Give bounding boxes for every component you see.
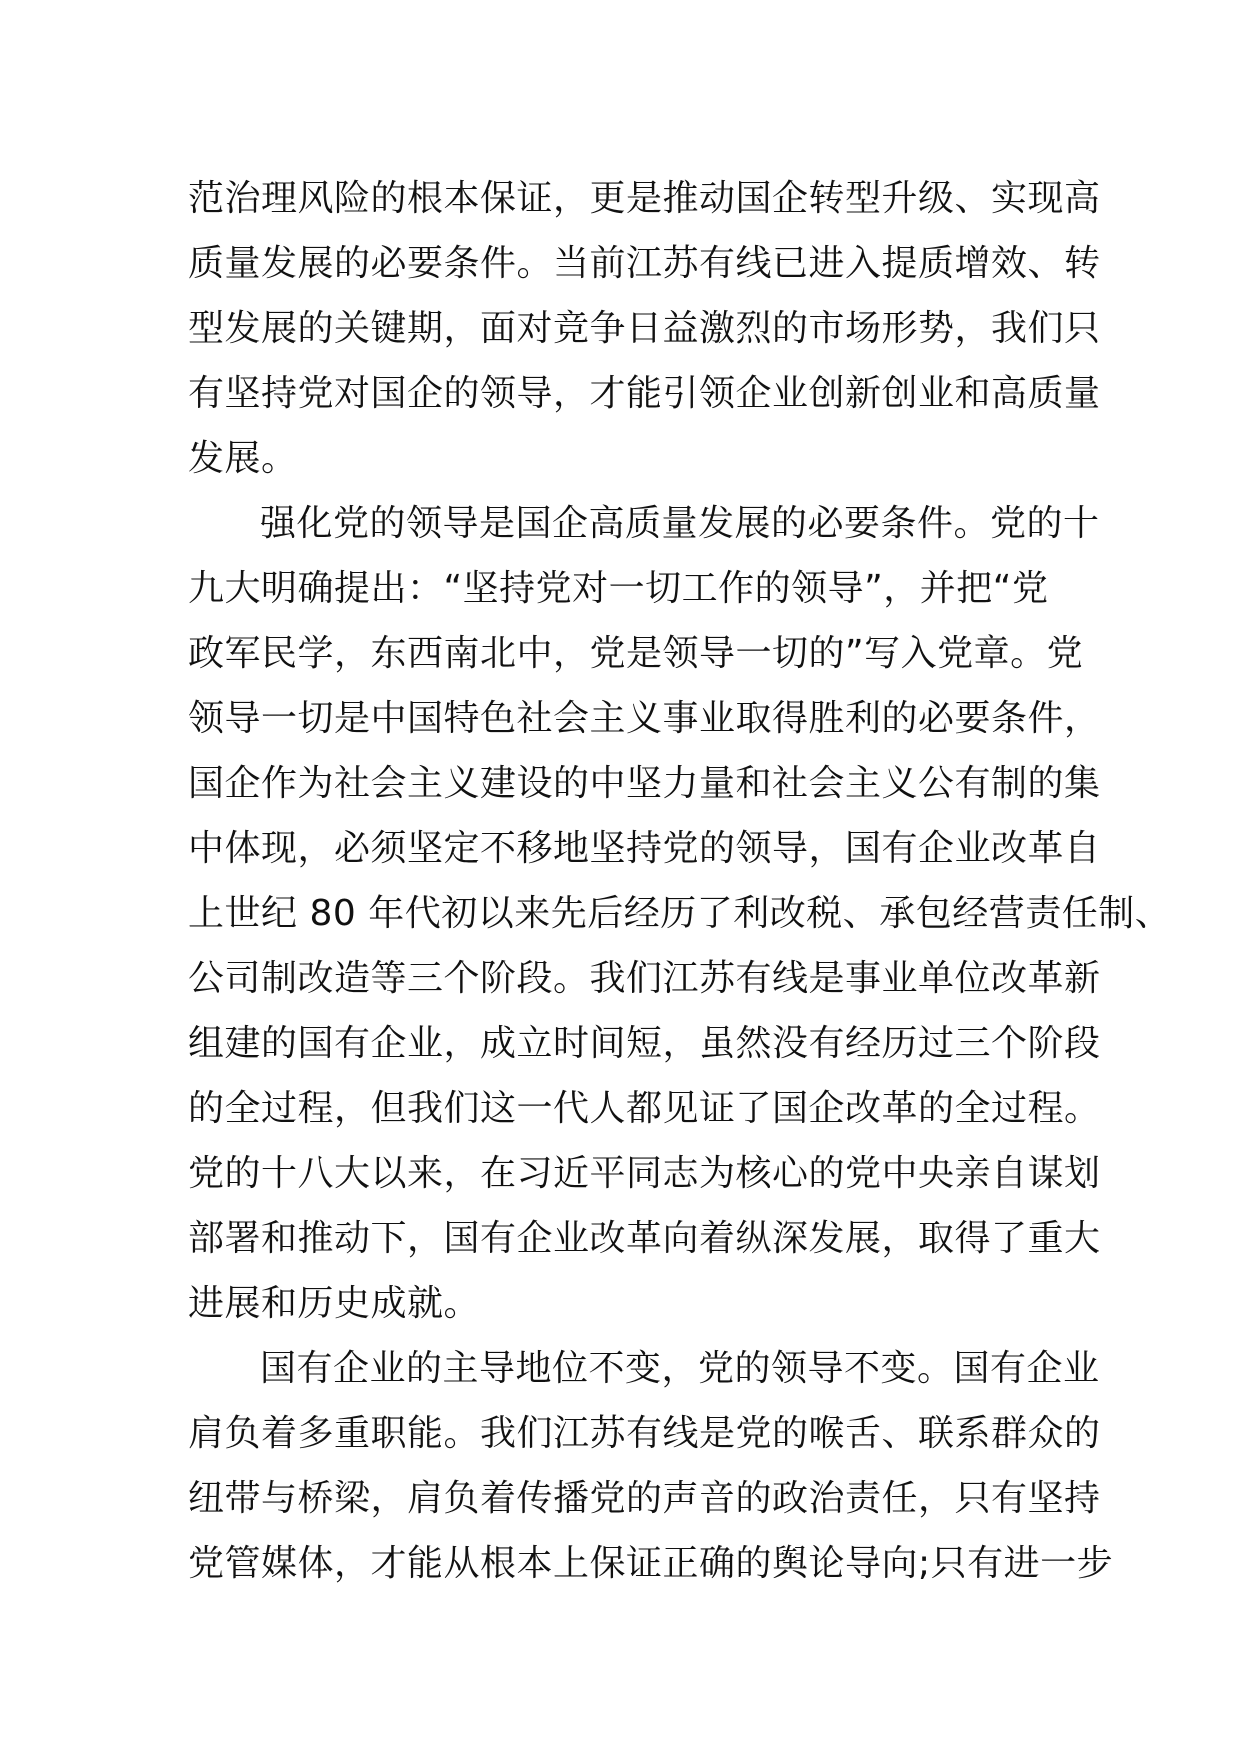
paragraph-3-line-2: 肩负着多重职能。我们江苏有线是党的喉舌、联系群众的 xyxy=(188,1413,1101,1454)
paragraph-2-line-2: 九大明确提出：“坚持党对一切工作的领导”，并把“党 xyxy=(188,568,1049,609)
paragraph-3-line-4: 党管媒体，才能从根本上保证正确的舆论导向;只有进一步 xyxy=(188,1543,1114,1584)
paragraph-2-line-10: 的全过程，但我们这一代人都见证了国企改革的全过程。 xyxy=(188,1088,1101,1129)
paragraph-2-line-4: 领导一切是中国特色社会主义事业取得胜利的必要条件， xyxy=(188,698,1101,739)
paragraph-3-line-1: 国有企业的主导地位不变，党的领导不变。国有企业 xyxy=(260,1348,1100,1389)
paragraph-1-line-4: 有坚持党对国企的领导，才能引领企业创新创业和高质量 xyxy=(188,373,1101,414)
paragraph-2-line-7: 上世纪 80 年代初以来先后经历了利改税、承包经营责任制、 xyxy=(188,893,1172,934)
paragraph-2-line-12: 部署和推动下，国有企业改革向着纵深发展，取得了重大 xyxy=(188,1218,1101,1259)
paragraph-1-line-5: 发展。 xyxy=(188,438,298,479)
paragraph-1-line-3: 型发展的关键期，面对竞争日益激烈的市场形势，我们只 xyxy=(188,308,1101,349)
paragraph-2-line-5: 国企作为社会主义建设的中坚力量和社会主义公有制的集 xyxy=(188,763,1101,804)
paragraph-2-line-1: 强化党的领导是国企高质量发展的必要条件。党的十 xyxy=(260,503,1100,544)
paragraph-2-line-3: 政军民学，东西南北中，党是领导一切的”写入党章。党 xyxy=(188,633,1084,674)
paragraph-2-line-8: 公司制改造等三个阶段。我们江苏有线是事业单位改革新 xyxy=(188,958,1101,999)
paragraph-2-line-9: 组建的国有企业，成立时间短，虽然没有经历过三个阶段 xyxy=(188,1023,1101,1064)
paragraph-3-line-3: 纽带与桥梁，肩负着传播党的声音的政治责任，只有坚持 xyxy=(188,1478,1101,1519)
document-body xyxy=(188,166,1172,1596)
paragraph-1-line-1: 范治理风险的根本保证，更是推动国企转型升级、实现高 xyxy=(188,178,1101,219)
paragraph-2-line-11: 党的十八大以来，在习近平同志为核心的党中央亲自谋划 xyxy=(188,1153,1101,1194)
paragraph-2-line-13: 进展和历史成就。 xyxy=(188,1283,481,1324)
paragraph-1-line-2: 质量发展的必要条件。当前江苏有线已进入提质增效、转 xyxy=(188,243,1101,284)
paragraph-2-line-6: 中体现，必须坚定不移地坚持党的领导，国有企业改革自 xyxy=(188,828,1101,869)
